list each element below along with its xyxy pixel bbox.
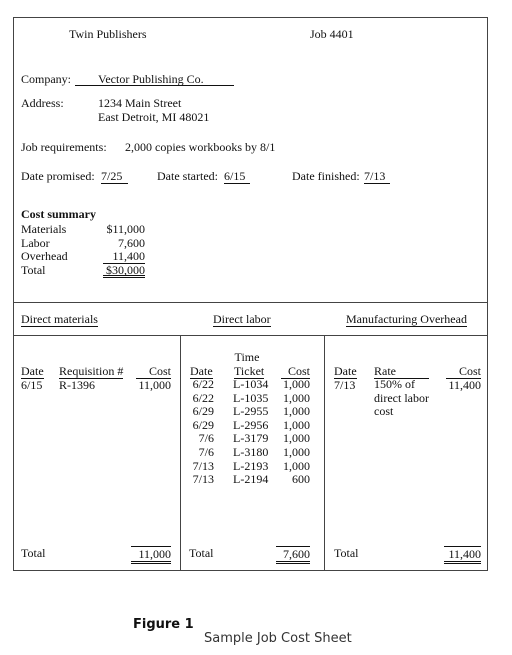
labor-row-ticket: L-2194 <box>233 472 269 487</box>
date-finished-label: Date finished: <box>292 169 360 183</box>
company-field <box>75 72 234 86</box>
section-divider <box>13 335 488 336</box>
labor-tickets <box>233 378 268 487</box>
date-started-value: 6/15 <box>224 169 250 184</box>
labor-row-date: 6/22 <box>192 377 214 391</box>
section-divider <box>13 302 488 303</box>
labor-row-cost: 1,000 <box>283 377 310 391</box>
date-finished-value: 7/13 <box>364 169 390 184</box>
labor-dates <box>186 378 214 487</box>
labor-row-date: 6/29 <box>192 417 214 432</box>
materials-row-requisition: R-1396 <box>59 378 95 392</box>
section-manufacturing-overhead: Manufacturing Overhead <box>346 312 467 326</box>
materials-row-cost: 11,000 <box>138 378 171 392</box>
date-promised-label: Date promised: <box>21 169 95 183</box>
labor-row-date: 6/22 <box>192 390 214 405</box>
labor-costs <box>276 378 310 487</box>
overhead-header-cost: Cost <box>446 364 481 379</box>
summary-value-labor: 7,600 <box>118 235 145 250</box>
overhead-rate <box>374 378 429 419</box>
labor-header-date: Date <box>190 364 213 378</box>
labor-row-ticket: L-3179 <box>233 431 269 446</box>
cost-summary-labels <box>21 223 68 277</box>
materials-total-value: 11,000 <box>131 546 171 564</box>
labor-row-date: 7/6 <box>198 431 214 446</box>
labor-total-value: 7,600 <box>276 546 310 564</box>
labor-row-ticket: L-2193 <box>233 458 269 473</box>
cost-summary-values <box>103 223 145 278</box>
overhead-rate-line: cost <box>374 404 394 419</box>
labor-row-ticket: L-2956 <box>233 417 269 432</box>
requirements-value: 2,000 copies workbooks by 8/1 <box>125 140 276 154</box>
company-value: Vector Publishing Co. <box>98 72 204 86</box>
overhead-total-label: Total <box>334 546 359 560</box>
labor-row-cost: 1,000 <box>283 390 310 405</box>
address-line-1: 1234 Main Street <box>98 96 182 110</box>
summary-label-materials: Materials <box>21 222 67 236</box>
job-number: Job 4401 <box>310 27 354 41</box>
labor-header-cost: Cost <box>281 364 310 379</box>
address-line-2: East Detroit, MI 48021 <box>98 110 210 124</box>
column-divider <box>180 335 181 571</box>
materials-header-requisition: Requisition # <box>59 364 124 378</box>
date-started-label: Date started: <box>157 169 218 183</box>
summary-label-labor: Labor <box>21 235 50 250</box>
summary-value-overhead: 11,400 <box>103 250 145 264</box>
cost-summary-title: Cost summary <box>21 207 96 221</box>
summary-value-total: $30,000 <box>103 264 145 279</box>
company-label: Company: <box>21 72 71 86</box>
overhead-date: 7/13 <box>334 378 356 392</box>
labor-header-ticket: Ticket <box>234 364 265 378</box>
overhead-header-date: Date <box>334 364 357 378</box>
publisher-name: Twin Publishers <box>69 27 147 41</box>
labor-row-date: 7/13 <box>192 458 214 473</box>
summary-label-total: Total <box>21 262 46 277</box>
summary-label-overhead: Overhead <box>21 249 68 264</box>
labor-row-date: 7/6 <box>198 444 214 459</box>
labor-row-date: 6/29 <box>192 404 214 419</box>
labor-row-cost: 1,000 <box>283 444 310 459</box>
overhead-header-rate: Rate <box>374 364 429 379</box>
materials-header-date: Date <box>21 364 44 378</box>
labor-row-cost: 1,000 <box>283 417 310 432</box>
requirements-label: Job requirements: <box>21 140 107 154</box>
job-cost-sheet <box>13 17 488 571</box>
section-direct-labor: Direct labor <box>213 312 271 326</box>
date-promised-value: 7/25 <box>101 169 128 184</box>
overhead-rate-line: direct labor <box>374 390 429 405</box>
labor-total-label: Total <box>189 546 214 560</box>
address-label: Address: <box>21 96 64 110</box>
labor-row-cost: 1,000 <box>283 404 310 419</box>
overhead-total-value: 11,400 <box>444 546 481 564</box>
materials-total-label: Total <box>21 546 46 560</box>
section-direct-materials: Direct materials <box>21 312 98 326</box>
labor-row-ticket: L-1034 <box>233 377 269 391</box>
labor-row-date: 7/13 <box>192 472 214 487</box>
labor-row-ticket: L-3180 <box>233 444 269 459</box>
labor-row-ticket: L-2955 <box>233 404 269 419</box>
column-divider <box>324 335 325 571</box>
summary-value-materials: $11,000 <box>106 222 145 236</box>
materials-row-date: 6/15 <box>21 378 43 392</box>
labor-row-ticket: L-1035 <box>233 390 269 405</box>
figure-caption: Sample Job Cost Sheet <box>204 631 352 646</box>
labor-header-time: Time <box>234 350 260 364</box>
materials-header-cost: Cost <box>136 364 171 379</box>
overhead-cost: 11,400 <box>448 378 481 392</box>
overhead-rate-line: 150% of <box>374 377 415 391</box>
labor-row-cost: 600 <box>292 472 310 487</box>
figure-title: Figure 1 <box>133 617 194 632</box>
labor-row-cost: 1,000 <box>283 458 310 473</box>
labor-row-cost: 1,000 <box>283 431 310 446</box>
